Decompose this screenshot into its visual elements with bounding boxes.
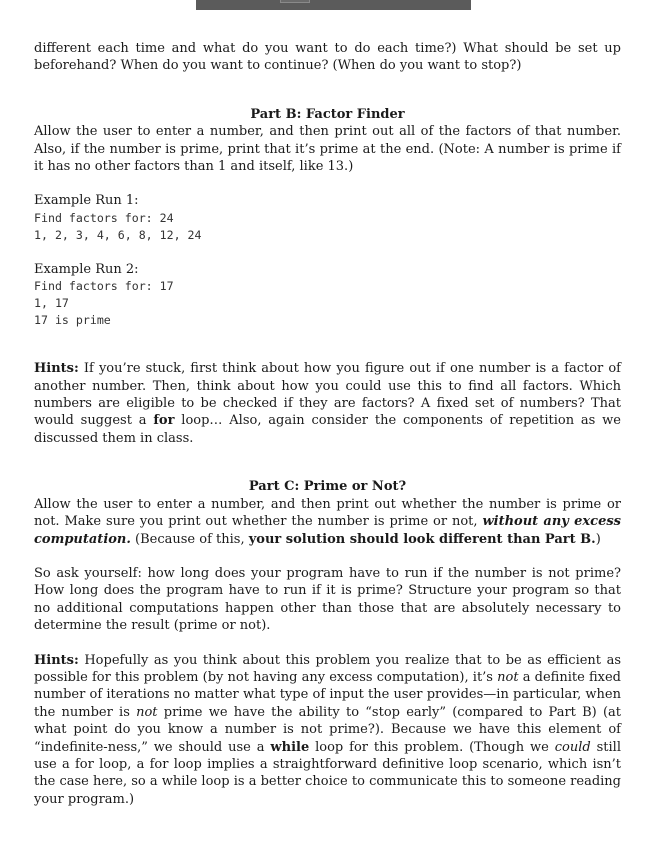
hints-label: Hints:	[34, 652, 79, 668]
emphasis-text: without any excess computation.	[34, 514, 621, 547]
example-run-1-label: Example Run 1:	[34, 193, 139, 209]
while-keyword: while	[270, 739, 310, 755]
example-run-2-line-3: 17 is prime	[34, 313, 111, 328]
toolbar-tab[interactable]	[280, 0, 310, 3]
part-c-heading: Part C: Prime or Not?	[248, 479, 407, 495]
example-run-1-line-1: Find factors for: 24	[34, 210, 174, 225]
bold-note: your solution should look different than Part B.	[248, 531, 596, 547]
part-b-hints: Hints: If you’re stuck, first think about how you figure out if one number is a factor of another number. Then, think about how you could use this to find all factors. Which numbers are eligible to be checked if they are factors? A fixed set of numbers? That would suggest a for loop… Also, again consider the components of repetition as we discussed them in class.	[34, 361, 621, 446]
part-b-description: Allow the user to enter a number, and then print out all of the factors of that number. Also, if the number is prime, print that it’s prime at the end. (Note: A number is prime if it has no other factors than 1 and itself, like 13.)	[34, 124, 621, 175]
part-c-paragraph-2: So ask yourself: how long does your program have to run if the number is not prime? How long does the program have to run if it is prime? Structure your program so that no additional computations happen other than those that are absolutely necessary to determine the result (prime or not).	[34, 565, 621, 634]
intro-paragraph: different each time and what do you want to do each time?) What should be set up beforehand? When do you want to continue? (When do you want to stop?)	[34, 41, 621, 74]
example-run-2-line-1: Find factors for: 17	[34, 279, 174, 294]
for-keyword: for	[153, 413, 175, 429]
example-run-2-label: Example Run 2:	[34, 261, 139, 277]
example-run-1-line-2: 1, 2, 3, 4, 6, 8, 12, 24	[34, 227, 202, 242]
hints-label: Hints:	[34, 361, 79, 377]
viewer-toolbar	[196, 0, 471, 10]
part-c-description: Allow the user to enter a number, and then print out whether the number is prime or not. Make sure you print out whether the number is prime or not, without any excess computation. (Because of this, your solution should look different than Part B.)	[34, 496, 621, 547]
example-run-2-line-2: 1, 17	[34, 296, 69, 311]
document-page	[34, 40, 621, 808]
part-c-hints: Hints: Hopefully as you think about this problem you realize that to be as efficient as possible for this problem (by not having any excess computation), it’s not a definite fixed number of iterations no matter what type of input the user provides—in particular, when the number is not prime we have the ability to “stop early” (compared to Part B) (at what point do you know a number is not prime?). Because we have this element of “indefinite-ness,” we should use a while loop for this problem. (Though we could still use a for loop, a for loop implies a straightforward definitive loop scenario, which isn’t the case here, so a while loop is a better choice to communicate this to someone reading your program.)	[34, 652, 622, 807]
part-b-heading: Part B: Factor Finder	[250, 106, 405, 122]
